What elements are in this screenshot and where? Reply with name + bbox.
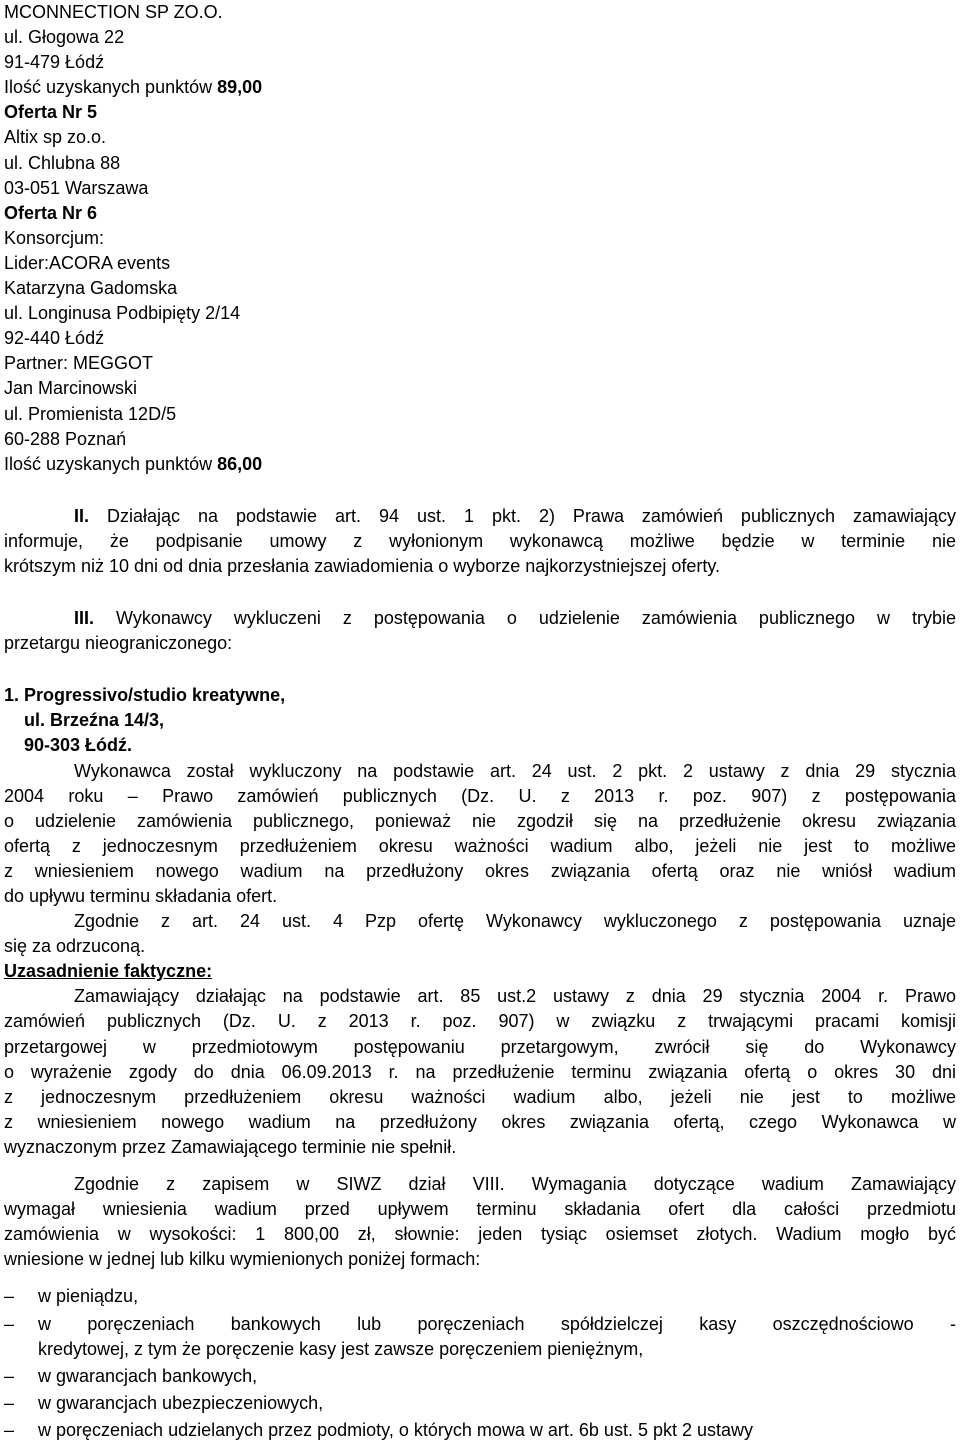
offer-line: ul. Chlubna 88 bbox=[4, 152, 121, 173]
offer-line: 91-479 Łódź bbox=[4, 52, 105, 73]
factual-line: zamówień publicznych (Dz. U. z 2013 r. poz. 907) w związku z trwającymi pracami komisji bbox=[4, 1011, 956, 1032]
section-iii-number: III. bbox=[74, 608, 95, 629]
factual-justification bbox=[4, 984, 956, 1160]
dash-bullet: – bbox=[4, 1392, 15, 1413]
reason-line: z wniesieniem nowego wadium na przedłużony okres związania ofertą oraz nie wniósł wadium bbox=[4, 860, 956, 881]
offer-line: 92-440 Łódź bbox=[4, 328, 105, 349]
section-ii-line: II. Działając na podstawie art. 94 ust. 1 pkt. 2) Prawa zamówień publicznych zamawiający bbox=[74, 505, 956, 526]
document-page bbox=[4, 0, 956, 1443]
siwz-line: wniesione w jednej lub kilku wymienionych poniżej formach: bbox=[4, 1249, 481, 1270]
offer-points-line bbox=[4, 75, 956, 100]
dash-bullet: – bbox=[4, 1365, 15, 1386]
offer-line: Altix sp zo.o. bbox=[4, 127, 107, 148]
offer-line: Konsorcjum: bbox=[4, 227, 105, 248]
offers-block bbox=[4, 0, 956, 477]
offer-line: MCONNECTION SP ZO.O. bbox=[4, 2, 223, 22]
wadium-forms-list bbox=[4, 1284, 956, 1443]
section-ii-number: II. bbox=[74, 505, 90, 526]
offer-line: ul. Longinusa Podbipięty 2/14 bbox=[4, 303, 241, 324]
reason-line: do upływu terminu składania ofert. bbox=[4, 886, 278, 906]
factual-line: przetargowej w przedmiotowym postępowaniu przetargowym, zwrócił się do Wykonawcy bbox=[4, 1036, 956, 1057]
offer-line: 03-051 Warszawa bbox=[4, 177, 149, 198]
section-iii bbox=[4, 606, 956, 656]
offer-line: Lider:ACORA events bbox=[4, 252, 171, 273]
siwz-line: Zgodnie z zapisem w SIWZ dział VIII. Wymagania dotyczące wadium Zamawiający bbox=[74, 1174, 956, 1195]
excluded-contractor bbox=[4, 683, 956, 758]
siwz-paragraph bbox=[4, 1172, 956, 1272]
excluded-city: 90-303 Łódź. bbox=[24, 735, 133, 756]
siwz-line: wymagał wniesienia wadium przed upływem terminu składania ofert dla całości przedmiotu bbox=[4, 1199, 956, 1220]
siwz-line: zamówienia w wysokości: 1 800,00 zł, słownie: jeden tysiąc osiemset złotych. Wadium mogło być bbox=[4, 1224, 956, 1245]
section-ii bbox=[4, 504, 956, 579]
dash-bullet: – bbox=[4, 1286, 15, 1307]
factual-line: z wniesieniem nowego wadium na przedłużony okres związania ofertą, czego Wykonawca w bbox=[4, 1111, 956, 1132]
factual-line: wyznaczonym przez Zamawiającego terminie nie spełnił. bbox=[4, 1136, 457, 1157]
exclusion-reason bbox=[4, 759, 956, 960]
offer-line: Katarzyna Gadomska bbox=[4, 278, 178, 299]
list-item: – w gwarancjach bankowych, bbox=[4, 1364, 956, 1389]
reason-line: o udzielenie zamówienia publicznego, ponieważ nie zgodził się na przedłużenie okresu związania bbox=[4, 810, 956, 831]
offer-line: ul. Promienista 12D/5 bbox=[4, 403, 177, 424]
offer-line: Jan Marcinowski bbox=[4, 378, 138, 399]
dash-bullet: – bbox=[4, 1313, 15, 1334]
reason-line: Zgodnie z art. 24 ust. 4 Pzp ofertę Wykonawcy wykluczonego z postępowania uznaje bbox=[74, 911, 956, 932]
reason-line: się za odrzuconą. bbox=[4, 936, 146, 957]
reason-line: 2004 roku – Prawo zamówień publicznych (Dz. U. z 2013 r. poz. 907) z postępowania bbox=[4, 785, 956, 806]
excluded-name: 1. Progressivo/studio kreatywne, bbox=[4, 685, 286, 706]
points-value: 89,00 bbox=[217, 77, 263, 98]
offer-heading: Oferta Nr 6 bbox=[4, 202, 98, 223]
section-ii-line: krótszym niż 10 dni od dnia przesłania zawiadomienia o wyborze najkorzystniejszej oferty. bbox=[4, 555, 721, 576]
dash-bullet: – bbox=[4, 1419, 15, 1440]
list-item: – w poręczeniach udzielanych przez podmioty, o których mowa w art. 6b ust. 5 pkt 2 ustawy bbox=[4, 1418, 956, 1443]
list-item: – w poręczeniach bankowych lub poręczeniach spółdzielczej kasy oszczędnościowo - kredytowej, z tym że poręczenie kasy jest zawsze poręczeniem pieniężnym, bbox=[4, 1313, 956, 1359]
factual-line: z jednoczesnym przedłużeniem okresu ważności wadium albo, jeżeli nie jest to możliwe bbox=[4, 1086, 956, 1107]
reason-line: ofertą z jednoczesnym przedłużeniem okresu ważności wadium albo, jeżeli nie jest to możliwe bbox=[4, 835, 956, 856]
offer-line: Partner: MEGGOT bbox=[4, 353, 154, 374]
offer-points-line bbox=[4, 452, 956, 477]
section-iii-line: III. Wykonawcy wykluczeni z postępowania o udzielenie zamówienia publicznego w trybie bbox=[74, 608, 956, 629]
points-label: Ilość uzyskanych punktów bbox=[4, 453, 218, 474]
excluded-street: ul. Brzeźna 14/3, bbox=[24, 710, 165, 731]
reason-line: Wykonawca został wykluczony na podstawie art. 24 ust. 2 pkt. 2 ustawy z dnia 29 stycznia bbox=[74, 760, 956, 781]
points-value: 86,00 bbox=[217, 453, 263, 474]
factual-heading: Uzasadnienie faktyczne: bbox=[4, 961, 213, 982]
factual-line: Zamawiający działając na podstawie art. 85 ust.2 ustawy z dnia 29 stycznia 2004 r. Prawo bbox=[74, 986, 956, 1007]
offer-heading: Oferta Nr 5 bbox=[4, 102, 98, 123]
points-label: Ilość uzyskanych punktów bbox=[4, 77, 218, 98]
section-ii-line: informuje, że podpisanie umowy z wyłonionym wykonawcą możliwe będzie w terminie nie bbox=[4, 530, 956, 551]
offer-line: ul. Głogowa 22 bbox=[4, 27, 125, 48]
factual-line: o wyrażenie zgody do dnia 06.09.2013 r. na przedłużenie terminu związania ofertą o okres 30 dni bbox=[4, 1061, 956, 1082]
section-iii-line: przetargu nieograniczonego: bbox=[4, 633, 233, 654]
list-item: – w pieniądzu, bbox=[4, 1284, 956, 1309]
offer-line: 60-288 Poznań bbox=[4, 428, 127, 449]
list-item: – w gwarancjach ubezpieczeniowych, bbox=[4, 1391, 956, 1416]
